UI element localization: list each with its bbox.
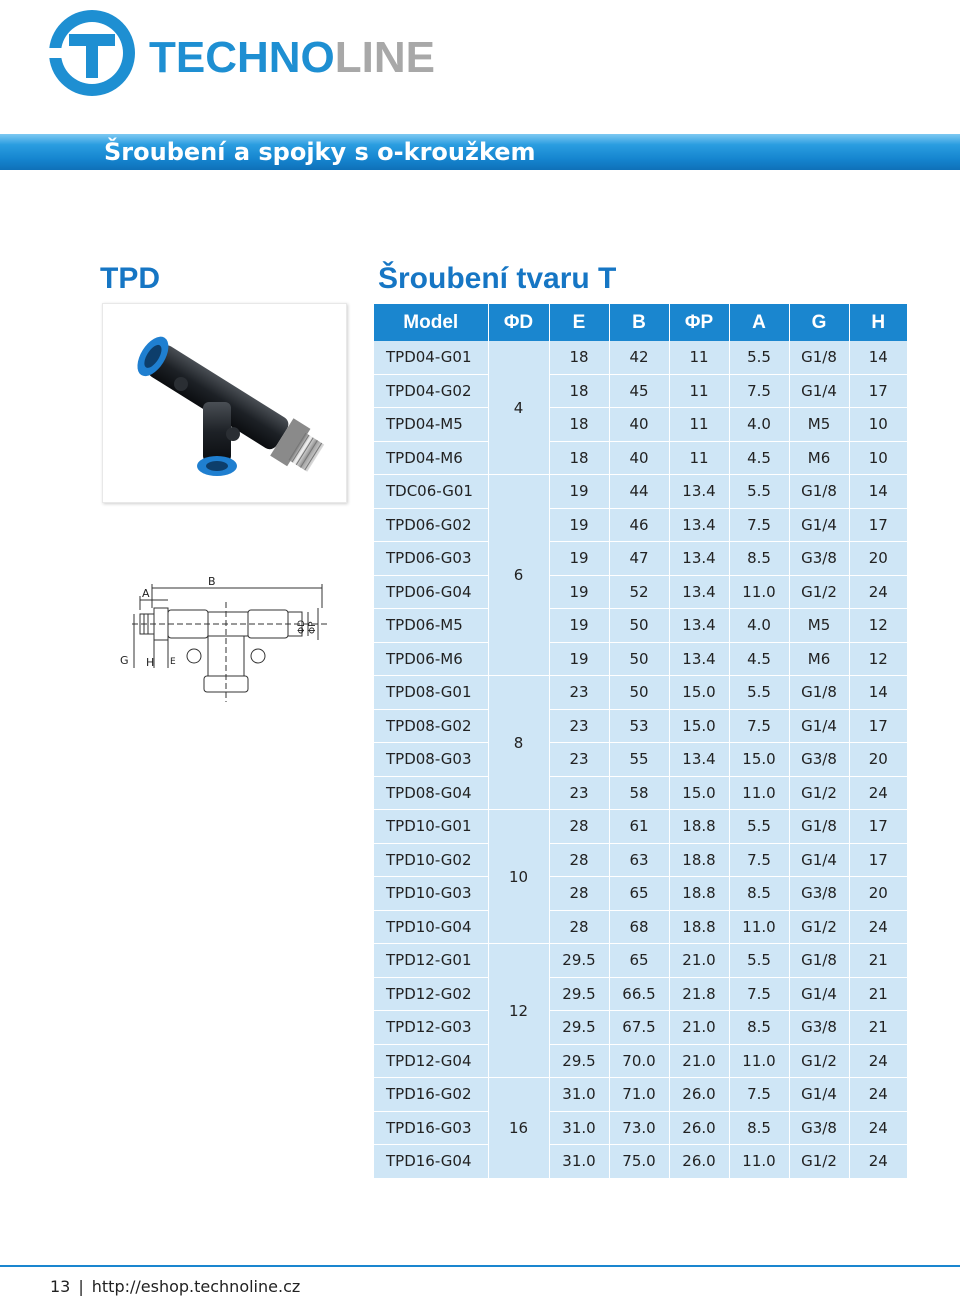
value-cell: 13.4 <box>669 609 729 643</box>
value-cell: 8.5 <box>729 877 789 911</box>
value-cell: 58 <box>609 776 669 810</box>
value-cell: 11.0 <box>729 910 789 944</box>
footer-url[interactable]: http://eshop.technoline.cz <box>91 1277 301 1296</box>
value-cell: 17 <box>849 709 907 743</box>
value-cell: 17 <box>849 508 907 542</box>
value-cell: 4.5 <box>729 441 789 475</box>
model-cell: TPD04-G01 <box>374 341 488 374</box>
drawing-label-e: E <box>170 657 176 667</box>
value-cell: 50 <box>609 642 669 676</box>
value-cell: 24 <box>849 1078 907 1112</box>
value-cell: 13.4 <box>669 508 729 542</box>
table-row <box>374 374 907 408</box>
diameter-d-cell: 16 <box>488 1078 549 1179</box>
value-cell: 50 <box>609 676 669 710</box>
value-cell: 50 <box>609 609 669 643</box>
value-cell: 11.0 <box>729 1044 789 1078</box>
model-cell: TPD08-G03 <box>374 743 488 777</box>
value-cell: 17 <box>849 374 907 408</box>
model-cell: TPD06-M6 <box>374 642 488 676</box>
value-cell: G3/8 <box>789 1111 849 1145</box>
value-cell: 23 <box>549 676 609 710</box>
diameter-d-cell: 12 <box>488 944 549 1078</box>
table-row <box>374 475 907 509</box>
value-cell: G1/8 <box>789 475 849 509</box>
column-header: ΦP <box>669 304 729 341</box>
model-cell: TPD08-G01 <box>374 676 488 710</box>
value-cell: 8.5 <box>729 542 789 576</box>
table-row <box>374 408 907 442</box>
table-row <box>374 709 907 743</box>
value-cell: G1/8 <box>789 341 849 374</box>
value-cell: 21 <box>849 1011 907 1045</box>
value-cell: G1/4 <box>789 843 849 877</box>
value-cell: 10 <box>849 441 907 475</box>
table-row <box>374 609 907 643</box>
column-header: E <box>549 304 609 341</box>
model-cell: TPD12-G03 <box>374 1011 488 1045</box>
value-cell: 29.5 <box>549 1011 609 1045</box>
model-cell: TPD12-G02 <box>374 977 488 1011</box>
value-cell: 66.5 <box>609 977 669 1011</box>
value-cell: 23 <box>549 776 609 810</box>
value-cell: 45 <box>609 374 669 408</box>
value-cell: M6 <box>789 642 849 676</box>
value-cell: 18.8 <box>669 843 729 877</box>
drawing-label-b: B <box>208 575 216 588</box>
value-cell: 18.8 <box>669 877 729 911</box>
column-header: A <box>729 304 789 341</box>
value-cell: 4.0 <box>729 408 789 442</box>
drawing-label-h: H <box>146 656 155 669</box>
value-cell: G1/4 <box>789 709 849 743</box>
model-cell: TPD06-M5 <box>374 609 488 643</box>
diameter-d-cell: 6 <box>488 475 549 676</box>
footer <box>50 1277 300 1296</box>
value-cell: M5 <box>789 408 849 442</box>
value-cell: 10 <box>849 408 907 442</box>
value-cell: 29.5 <box>549 944 609 978</box>
table-row <box>374 642 907 676</box>
model-cell: TPD10-G03 <box>374 877 488 911</box>
table-row <box>374 441 907 475</box>
value-cell: G1/2 <box>789 1044 849 1078</box>
footer-divider <box>0 1265 960 1267</box>
value-cell: 68 <box>609 910 669 944</box>
value-cell: 23 <box>549 709 609 743</box>
model-cell: TPD08-G04 <box>374 776 488 810</box>
logo <box>47 8 447 98</box>
value-cell: 18 <box>549 374 609 408</box>
value-cell: 21.0 <box>669 944 729 978</box>
value-cell: 44 <box>609 475 669 509</box>
model-cell: TPD10-G02 <box>374 843 488 877</box>
value-cell: G3/8 <box>789 743 849 777</box>
value-cell: 15.0 <box>729 743 789 777</box>
model-cell: TPD12-G01 <box>374 944 488 978</box>
value-cell: 13.4 <box>669 542 729 576</box>
model-cell: TPD06-G04 <box>374 575 488 609</box>
value-cell: 17 <box>849 843 907 877</box>
value-cell: 71.0 <box>609 1078 669 1112</box>
value-cell: 65 <box>609 944 669 978</box>
value-cell: 18.8 <box>669 810 729 844</box>
model-cell: TPD06-G02 <box>374 508 488 542</box>
value-cell: 20 <box>849 877 907 911</box>
value-cell: 14 <box>849 341 907 374</box>
table-row <box>374 977 907 1011</box>
value-cell: 7.5 <box>729 977 789 1011</box>
value-cell: 7.5 <box>729 374 789 408</box>
value-cell: 18 <box>549 408 609 442</box>
value-cell: 24 <box>849 575 907 609</box>
brand-name <box>149 33 436 82</box>
table-row <box>374 810 907 844</box>
value-cell: 20 <box>849 542 907 576</box>
value-cell: 18.8 <box>669 910 729 944</box>
value-cell: 28 <box>549 877 609 911</box>
value-cell: M5 <box>789 609 849 643</box>
value-cell: 19 <box>549 542 609 576</box>
value-cell: 15.0 <box>669 709 729 743</box>
diameter-d-cell: 4 <box>488 341 549 475</box>
drawing-label-d: ΦD <box>297 619 307 634</box>
model-cell: TPD04-G02 <box>374 374 488 408</box>
value-cell: 24 <box>849 776 907 810</box>
drawing-label-p: ΦP <box>308 621 318 634</box>
footer-separator: | <box>78 1277 84 1296</box>
value-cell: 21.8 <box>669 977 729 1011</box>
value-cell: 28 <box>549 810 609 844</box>
value-cell: 67.5 <box>609 1011 669 1045</box>
value-cell: 75.0 <box>609 1145 669 1179</box>
value-cell: 5.5 <box>729 810 789 844</box>
table-body <box>374 341 907 1178</box>
value-cell: G1/4 <box>789 374 849 408</box>
value-cell: 65 <box>609 877 669 911</box>
value-cell: 15.0 <box>669 776 729 810</box>
product-photo <box>102 303 347 503</box>
tee-fitting-photo <box>103 304 346 502</box>
brand-part-2: LINE <box>334 33 436 82</box>
value-cell: G1/8 <box>789 676 849 710</box>
value-cell: 28 <box>549 910 609 944</box>
value-cell: 21.0 <box>669 1011 729 1045</box>
technical-drawing <box>112 572 342 712</box>
spec-table <box>374 304 907 1179</box>
value-cell: 21.0 <box>669 1044 729 1078</box>
value-cell: 26.0 <box>669 1111 729 1145</box>
drawing-label-g: G <box>120 654 129 667</box>
value-cell: 11 <box>669 408 729 442</box>
value-cell: G1/4 <box>789 1078 849 1112</box>
value-cell: G1/2 <box>789 575 849 609</box>
table-row <box>374 341 907 374</box>
value-cell: 13.4 <box>669 743 729 777</box>
brand-part-1: TECHNO <box>149 33 335 82</box>
table-row <box>374 743 907 777</box>
value-cell: 29.5 <box>549 977 609 1011</box>
value-cell: 73.0 <box>609 1111 669 1145</box>
page-number: 13 <box>50 1277 71 1296</box>
technoline-logo-icon <box>47 8 139 100</box>
table-row <box>374 944 907 978</box>
column-header: G <box>789 304 849 341</box>
value-cell: 13.4 <box>669 475 729 509</box>
table-row <box>374 843 907 877</box>
value-cell: 5.5 <box>729 341 789 374</box>
product-code: TPD <box>100 262 160 295</box>
drawing-label-a: A <box>142 587 150 600</box>
value-cell: 52 <box>609 575 669 609</box>
value-cell: 20 <box>849 743 907 777</box>
table-row <box>374 575 907 609</box>
value-cell: 19 <box>549 642 609 676</box>
model-cell: TPD04-M5 <box>374 408 488 442</box>
value-cell: 21 <box>849 977 907 1011</box>
value-cell: 8.5 <box>729 1011 789 1045</box>
value-cell: 5.5 <box>729 944 789 978</box>
value-cell: 14 <box>849 475 907 509</box>
value-cell: 8.5 <box>729 1111 789 1145</box>
value-cell: 24 <box>849 910 907 944</box>
value-cell: G3/8 <box>789 1011 849 1045</box>
value-cell: G1/8 <box>789 810 849 844</box>
diameter-d-cell: 10 <box>488 810 549 944</box>
table-row <box>374 776 907 810</box>
table-row <box>374 676 907 710</box>
value-cell: 12 <box>849 642 907 676</box>
value-cell: 11 <box>669 341 729 374</box>
value-cell: 23 <box>549 743 609 777</box>
table-row <box>374 1078 907 1112</box>
table-row <box>374 910 907 944</box>
value-cell: 7.5 <box>729 508 789 542</box>
value-cell: 11.0 <box>729 1145 789 1179</box>
table-row <box>374 1011 907 1045</box>
value-cell: 17 <box>849 810 907 844</box>
product-title: Šroubení tvaru T <box>378 262 617 295</box>
value-cell: G1/2 <box>789 1145 849 1179</box>
table-row <box>374 542 907 576</box>
model-cell: TPD10-G01 <box>374 810 488 844</box>
value-cell: 31.0 <box>549 1145 609 1179</box>
value-cell: 40 <box>609 408 669 442</box>
value-cell: 24 <box>849 1111 907 1145</box>
value-cell: 15.0 <box>669 676 729 710</box>
value-cell: 21 <box>849 944 907 978</box>
model-cell: TPD06-G03 <box>374 542 488 576</box>
value-cell: 26.0 <box>669 1145 729 1179</box>
value-cell: 55 <box>609 743 669 777</box>
value-cell: 19 <box>549 575 609 609</box>
value-cell: 28 <box>549 843 609 877</box>
model-cell: TPD16-G04 <box>374 1145 488 1179</box>
value-cell: 47 <box>609 542 669 576</box>
table-row <box>374 508 907 542</box>
value-cell: 12 <box>849 609 907 643</box>
model-cell: TPD04-M6 <box>374 441 488 475</box>
value-cell: 24 <box>849 1044 907 1078</box>
value-cell: 11.0 <box>729 575 789 609</box>
value-cell: 5.5 <box>729 475 789 509</box>
value-cell: G1/8 <box>789 944 849 978</box>
value-cell: 29.5 <box>549 1044 609 1078</box>
value-cell: 63 <box>609 843 669 877</box>
value-cell: G1/4 <box>789 977 849 1011</box>
value-cell: 7.5 <box>729 709 789 743</box>
value-cell: 31.0 <box>549 1078 609 1112</box>
value-cell: 53 <box>609 709 669 743</box>
column-header: ΦD <box>488 304 549 341</box>
value-cell: 18 <box>549 341 609 374</box>
value-cell: G1/4 <box>789 508 849 542</box>
value-cell: 7.5 <box>729 1078 789 1112</box>
model-cell: TPD12-G04 <box>374 1044 488 1078</box>
value-cell: 14 <box>849 676 907 710</box>
value-cell: 5.5 <box>729 676 789 710</box>
value-cell: 11.0 <box>729 776 789 810</box>
table-row <box>374 877 907 911</box>
value-cell: 19 <box>549 508 609 542</box>
table-row <box>374 1044 907 1078</box>
value-cell: 19 <box>549 609 609 643</box>
column-header: B <box>609 304 669 341</box>
value-cell: 13.4 <box>669 642 729 676</box>
value-cell: G3/8 <box>789 542 849 576</box>
value-cell: M6 <box>789 441 849 475</box>
model-cell: TPD08-G02 <box>374 709 488 743</box>
model-cell: TPD10-G04 <box>374 910 488 944</box>
value-cell: 11 <box>669 441 729 475</box>
value-cell: G1/2 <box>789 910 849 944</box>
value-cell: 70.0 <box>609 1044 669 1078</box>
column-header: H <box>849 304 907 341</box>
value-cell: 7.5 <box>729 843 789 877</box>
model-cell: TPD16-G03 <box>374 1111 488 1145</box>
table-header-row <box>374 304 907 341</box>
value-cell: 31.0 <box>549 1111 609 1145</box>
value-cell: 4.0 <box>729 609 789 643</box>
value-cell: 18 <box>549 441 609 475</box>
model-cell: TPD16-G02 <box>374 1078 488 1112</box>
value-cell: 40 <box>609 441 669 475</box>
table-row <box>374 1111 907 1145</box>
value-cell: G3/8 <box>789 877 849 911</box>
value-cell: 26.0 <box>669 1078 729 1112</box>
value-cell: G1/2 <box>789 776 849 810</box>
value-cell: 24 <box>849 1145 907 1179</box>
value-cell: 42 <box>609 341 669 374</box>
value-cell: 19 <box>549 475 609 509</box>
section-title: Šroubení a spojky s o-kroužkem <box>104 138 536 166</box>
table-row <box>374 1145 907 1179</box>
column-header: Model <box>374 304 488 341</box>
model-cell: TDC06-G01 <box>374 475 488 509</box>
value-cell: 4.5 <box>729 642 789 676</box>
value-cell: 13.4 <box>669 575 729 609</box>
value-cell: 46 <box>609 508 669 542</box>
diameter-d-cell: 8 <box>488 676 549 810</box>
value-cell: 11 <box>669 374 729 408</box>
value-cell: 61 <box>609 810 669 844</box>
